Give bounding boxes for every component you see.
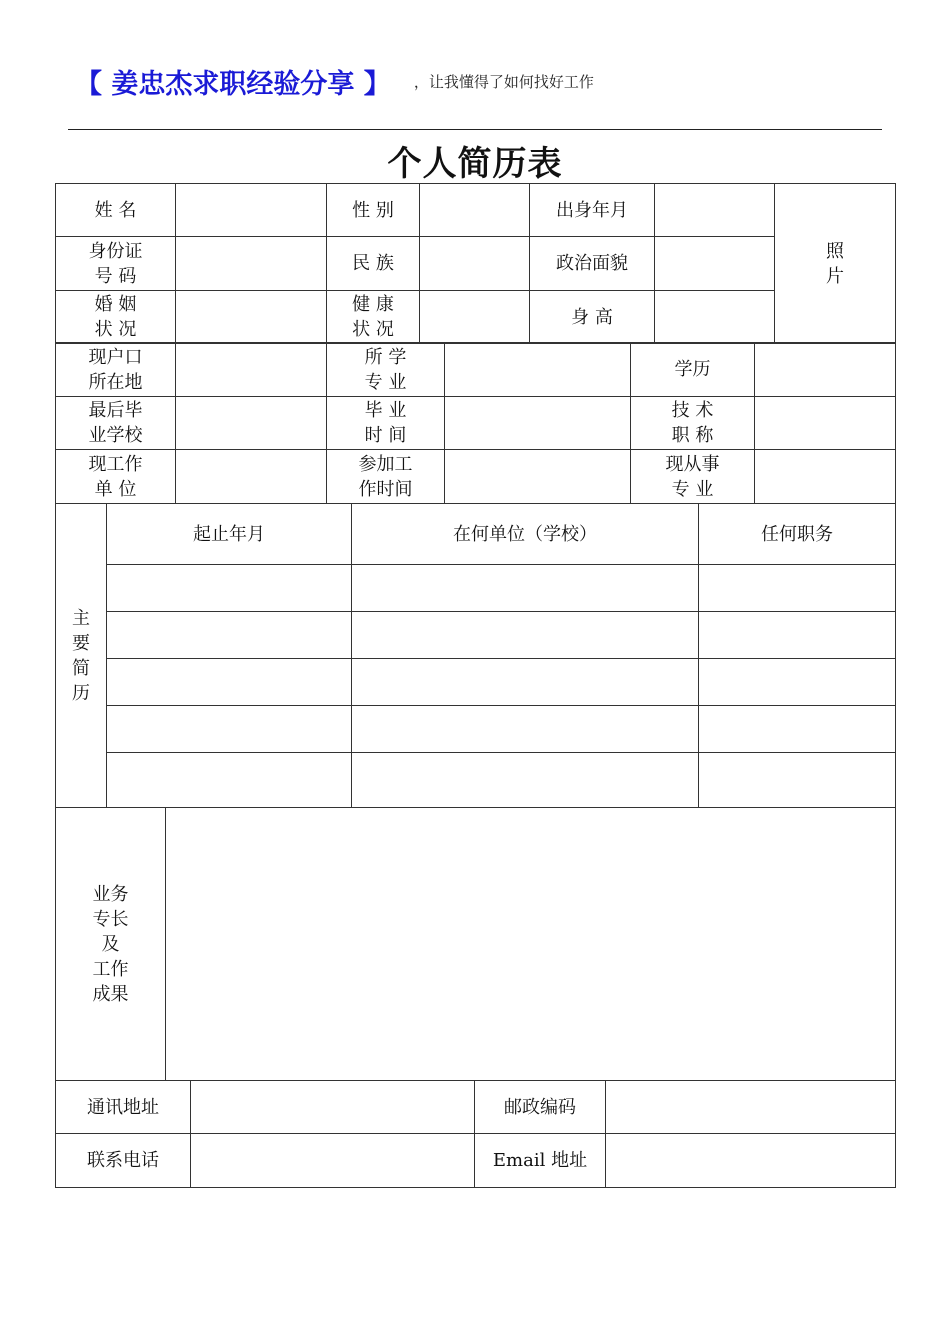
phone-label: 联系电话 <box>56 1134 191 1188</box>
header-tagline: ，让我懂得了如何找好工作 <box>413 73 594 91</box>
height-label: 身 高 <box>530 291 655 344</box>
resume-position-cell[interactable] <box>699 612 896 659</box>
photo-box[interactable]: 照 片 <box>775 184 896 344</box>
skills-field[interactable] <box>166 808 896 1081</box>
resume-header-unit: 在何单位（学校） <box>352 504 699 565</box>
education-label: 学历 <box>631 343 755 397</box>
address-label: 通讯地址 <box>56 1081 191 1134</box>
residence-label: 现户口 所在地 <box>56 343 176 397</box>
name-label: 姓 名 <box>56 184 176 237</box>
resume-period-cell[interactable] <box>107 659 352 706</box>
resume-unit-cell[interactable] <box>352 753 699 808</box>
education-field[interactable] <box>755 343 896 397</box>
header-divider <box>68 129 882 130</box>
residence-field[interactable] <box>176 343 327 397</box>
health-label: 健 康 状 况 <box>327 291 420 344</box>
resume-period-cell[interactable] <box>107 565 352 612</box>
email-label: Email 地址 <box>475 1134 606 1188</box>
current-field-label: 现从事 专 业 <box>631 450 755 504</box>
page-header <box>75 62 594 102</box>
resume-table <box>55 503 896 808</box>
postcode-field[interactable] <box>606 1081 896 1134</box>
birth-label: 出身年月 <box>530 184 655 237</box>
resume-header-period: 起止年月 <box>107 504 352 565</box>
resume-position-cell[interactable] <box>699 565 896 612</box>
resume-position-cell[interactable] <box>699 753 896 808</box>
table-row <box>56 659 896 706</box>
table-row <box>56 753 896 808</box>
resume-header-position: 任何职务 <box>699 504 896 565</box>
school-field[interactable] <box>176 397 327 450</box>
basic-info-table <box>55 183 896 344</box>
employer-label: 现工作 单 位 <box>56 450 176 504</box>
share-link[interactable]: 【 姜忠杰求职经验分享 】 <box>75 69 391 100</box>
marital-field[interactable] <box>176 291 327 344</box>
table-row <box>56 706 896 753</box>
table-row <box>56 565 896 612</box>
political-field[interactable] <box>655 237 775 291</box>
gender-field[interactable] <box>420 184 530 237</box>
resume-side-label: 主 要 简 历 <box>56 504 107 808</box>
tech-title-label: 技 术 职 称 <box>631 397 755 450</box>
resume-position-cell[interactable] <box>699 706 896 753</box>
current-field-field[interactable] <box>755 450 896 504</box>
ethnicity-label: 民 族 <box>327 237 420 291</box>
school-label: 最后毕 业学校 <box>56 397 176 450</box>
grad-time-field[interactable] <box>445 397 631 450</box>
marital-label: 婚 姻 状 况 <box>56 291 176 344</box>
postcode-label: 邮政编码 <box>475 1081 606 1134</box>
form-title: 个人简历表 <box>387 144 563 184</box>
skills-table <box>55 807 896 1081</box>
political-label: 政治面貌 <box>530 237 655 291</box>
tech-title-field[interactable] <box>755 397 896 450</box>
work-start-label: 参加工 作时间 <box>327 450 445 504</box>
phone-field[interactable] <box>191 1134 475 1188</box>
work-start-field[interactable] <box>445 450 631 504</box>
email-field[interactable] <box>606 1134 896 1188</box>
major-label: 所 学 专 业 <box>327 343 445 397</box>
resume-period-cell[interactable] <box>107 706 352 753</box>
grad-time-label: 毕 业 时 间 <box>327 397 445 450</box>
address-field[interactable] <box>191 1081 475 1134</box>
contact-table <box>55 1080 896 1188</box>
name-field[interactable] <box>176 184 327 237</box>
resume-period-cell[interactable] <box>107 612 352 659</box>
major-field[interactable] <box>445 343 631 397</box>
resume-unit-cell[interactable] <box>352 706 699 753</box>
resume-position-cell[interactable] <box>699 659 896 706</box>
employer-field[interactable] <box>176 450 327 504</box>
gender-label: 性 别 <box>327 184 420 237</box>
resume-unit-cell[interactable] <box>352 565 699 612</box>
birth-field[interactable] <box>655 184 775 237</box>
id-label: 身份证 号 码 <box>56 237 176 291</box>
table-row <box>56 612 896 659</box>
detail-info-table <box>55 342 896 504</box>
resume-unit-cell[interactable] <box>352 612 699 659</box>
height-field[interactable] <box>655 291 775 344</box>
skills-label: 业务 专长 及 工作 成果 <box>56 808 166 1081</box>
resume-unit-cell[interactable] <box>352 659 699 706</box>
resume-period-cell[interactable] <box>107 753 352 808</box>
ethnicity-field[interactable] <box>420 237 530 291</box>
id-field[interactable] <box>176 237 327 291</box>
health-field[interactable] <box>420 291 530 344</box>
